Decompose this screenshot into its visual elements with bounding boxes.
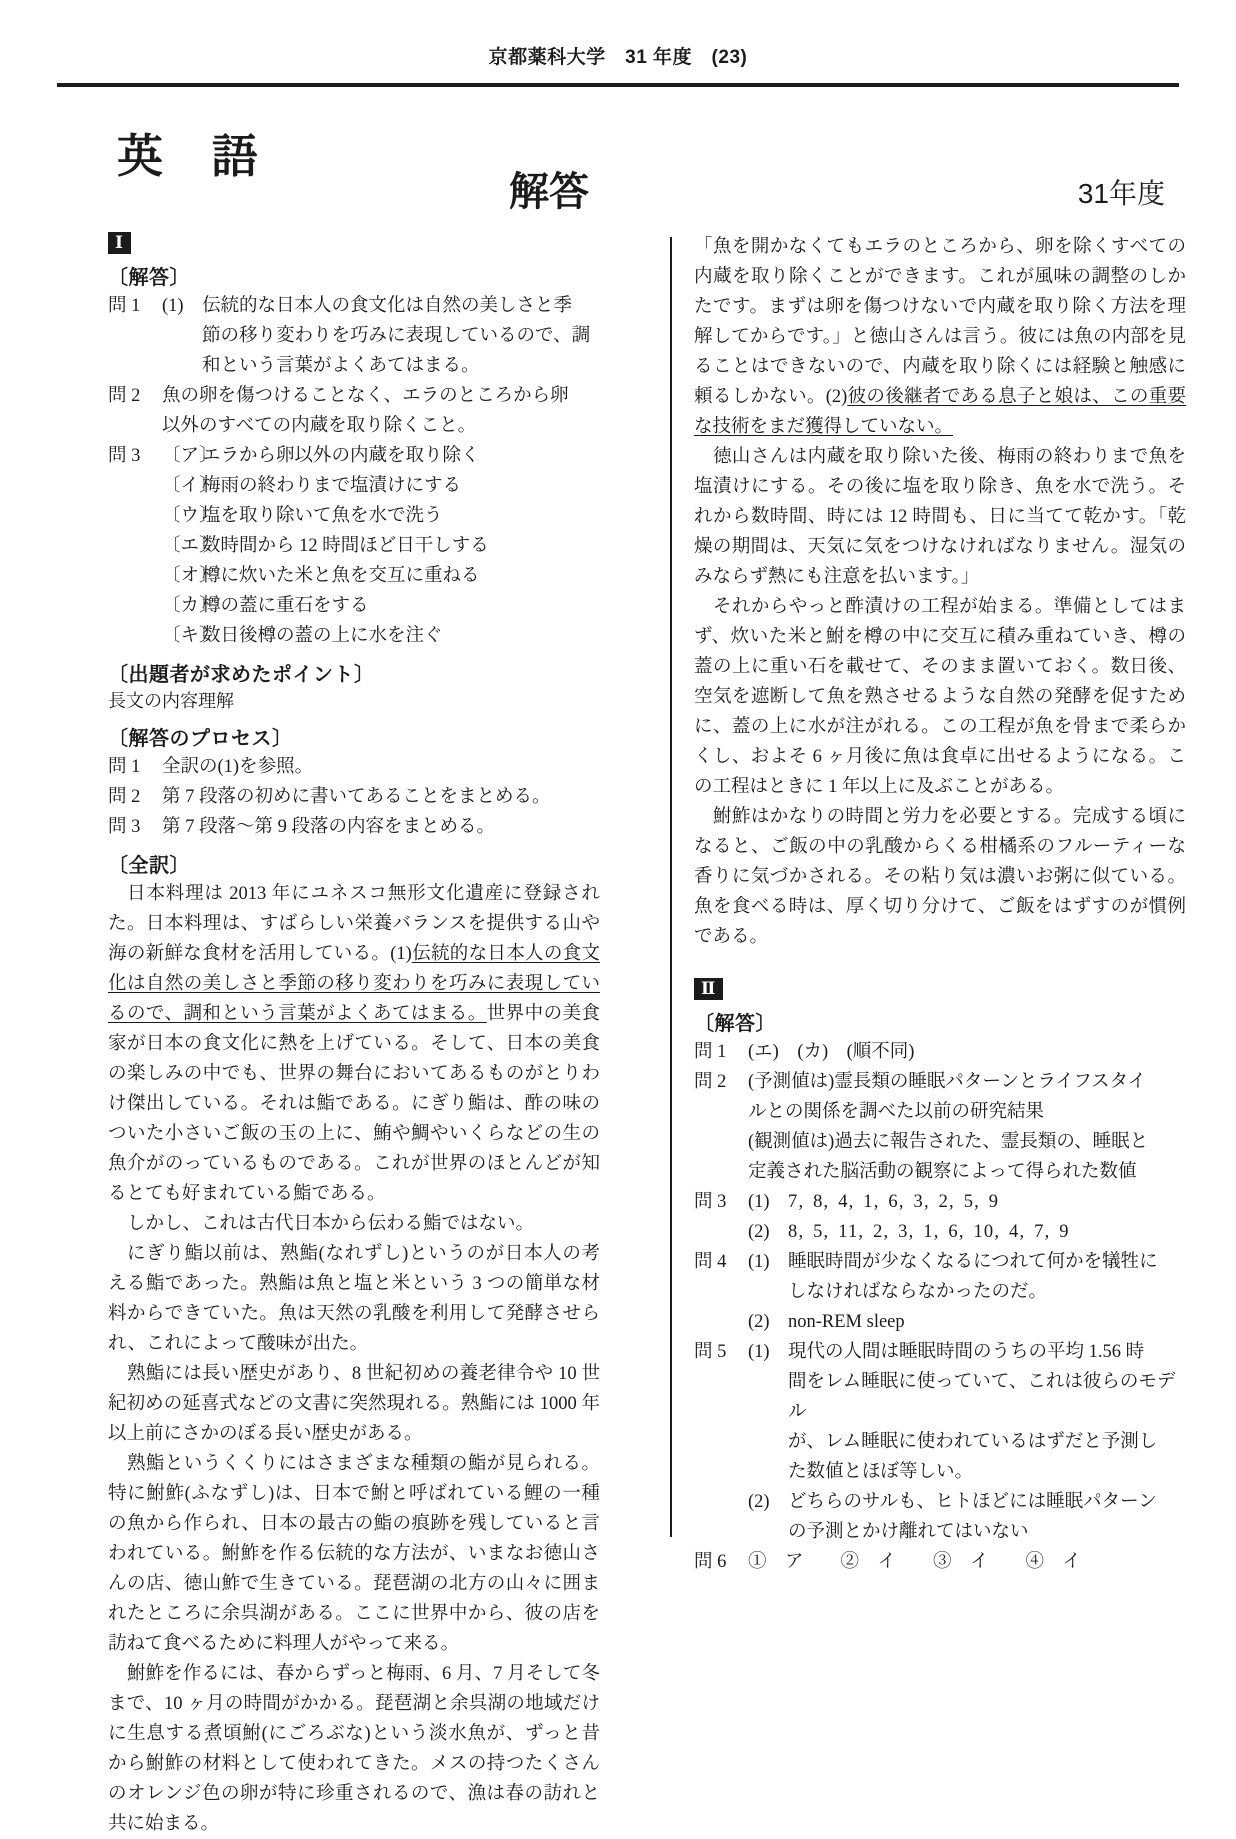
- paragraph-post: 世界中の美食家が日本の食文化に熱を上げている。そして、日本の美食の楽しみの中でも、世界の舞台においてあるものがとりわけ傑出している。それは鮨である。にぎり鮨は、酢の味のついた小さいご飯の玉の上に、鮪や鯛やいくらなどの生の魚介がのっているものである。これが世界のほとんどが知るとても好まれている鮨である。: [108, 1004, 600, 1204]
- answer-text: しなければならなかったのだ。: [788, 1282, 1048, 1302]
- item-key: 〔ア〕: [162, 446, 218, 466]
- item-key: 〔キ〕: [162, 626, 218, 646]
- question-label: 問 1: [694, 1042, 727, 1062]
- answer-row: [748, 1217, 1186, 1247]
- process-text: 第 7 段落〜第 9 段落の内容をまとめる。: [162, 817, 496, 837]
- item-key: 〔オ〕: [162, 566, 218, 586]
- sub-number: (1): [162, 296, 184, 316]
- paragraph-pre: 鮒鮓はかなりの時間と労力を必要とする。完成する頃になると、ご飯の中の乳酸からくる柑橘系のフルーティーな香りに気づかされる。その粘り気は濃いお粥に似ている。魚を食べる時は、厚く切り分けて、ご飯をはずすのが慣例である。: [694, 807, 1186, 947]
- answer-row-cont: [788, 1367, 1186, 1427]
- answer-row: [694, 1547, 1186, 1577]
- answer-text: 樽の蓋に重石をする: [202, 596, 369, 616]
- sub-number: (2): [748, 1492, 770, 1512]
- subject-title: 英 語: [117, 130, 276, 182]
- answer-sequence: 8, 5, 11, 2, 3, 1, 6, 10, 4, 7, 9: [788, 1222, 1070, 1242]
- answer-row: [748, 1307, 1186, 1337]
- answer-text: 睡眠時間が少なくなるにつれて何かを犠牲に: [788, 1252, 1158, 1272]
- answer-text: 和という言葉がよくあてはまる。: [202, 356, 480, 376]
- process-row: [108, 812, 600, 842]
- translation-paragraph: [108, 1359, 600, 1449]
- question-label: 問 5: [694, 1342, 727, 1362]
- sub-number: (1): [748, 1192, 770, 1212]
- answer-row: [694, 1187, 1186, 1217]
- question-label: 問 3: [108, 817, 141, 837]
- process-text: 全訳の(1)を参照。: [162, 757, 314, 777]
- answer-row: [694, 1067, 1186, 1097]
- process-row: [108, 752, 600, 782]
- answer-text: (観測値は)過去に報告された、霊長類の、睡眠と: [748, 1132, 1149, 1152]
- item-key: 〔ウ〕: [162, 506, 218, 526]
- paragraph-pre: 日本料理は 2013 年にユネスコ無形文化遺産に登録された。日本料理は、すばらしい栄養バランスを提供する山や海の新鮮な食材を活用している。(1): [108, 884, 600, 964]
- question-label: 問 1: [108, 296, 141, 316]
- answer-text: 間をレム睡眠に使っていて、これは彼らのモデル: [788, 1372, 1176, 1422]
- item-key: 〔イ〕: [162, 476, 218, 496]
- answer-row: [108, 381, 600, 411]
- document-kind-title: 解答: [509, 170, 589, 214]
- paragraph-pre: 「魚を開かなくてもエラのところから、卵を除くすべての内蔵を取り除くことができます。これが風味の調整のしかたです。まずは卵を傷つけないで内蔵を取り除く方法を理解してからです。」と徳山さんは言う。彼には魚の内部を見ることはできないので、内蔵を取り除くには経験と触感に頼るしかない。(2): [694, 237, 1186, 407]
- answer-text: 樽に炊いた米と魚を交互に重ねる: [202, 566, 480, 586]
- sub-number: (1): [748, 1252, 770, 1272]
- answer-text: 節の移り変わりを巧みに表現しているので、調: [202, 326, 591, 346]
- right-column: [694, 232, 1186, 1712]
- section1-process-heading: 〔解答のプロセス〕: [108, 728, 293, 750]
- answer-row-cont: [202, 321, 600, 351]
- section1-answer-heading: 〔解答〕: [108, 267, 190, 289]
- answer-row: [162, 531, 600, 561]
- answer-row-cont: [202, 351, 600, 381]
- answer-row-cont: [788, 1427, 1186, 1457]
- question-label: 問 2: [694, 1072, 727, 1092]
- question-label: 問 4: [694, 1252, 727, 1272]
- running-head: 京都薬科大学 31 年度 (23): [488, 47, 748, 68]
- year-label: 31年度: [1077, 178, 1165, 209]
- answer-text: 定義された脳活動の観察によって得られた数値: [748, 1162, 1137, 1182]
- answer-row: [694, 1037, 1186, 1067]
- translation-paragraph: [694, 802, 1186, 952]
- sub-number: (2): [748, 1222, 770, 1242]
- sub-number: (1): [748, 1342, 770, 1362]
- translation-paragraph-cont: [694, 232, 1186, 442]
- translation-paragraph: [108, 1239, 600, 1359]
- item-key: 〔エ〕: [162, 536, 218, 556]
- answer-text: 塩を取り除いて魚を水で洗う: [202, 506, 443, 526]
- answer-text: エラから卵以外の内蔵を取り除く: [202, 446, 480, 466]
- answer-text: 梅雨の終わりまで塩漬けにする: [202, 476, 462, 496]
- answer-row-cont: [748, 1127, 1186, 1157]
- section-marker-1: Ⅰ: [108, 232, 600, 254]
- paragraph-pre: 熟鮨というくくりにはさまざまな種類の鮨が見られる。特に鮒鮓(ふなずし)は、日本で鮒と呼ばれている鯉の一種の魚から作られ、日本の最古の鮨の痕跡を残していると言われている。鮒鮓を作る伝統的な方法が、いまなお徳山さんの店、徳山鮓で生きている。琵琶湖の北方の山々に囲まれたところに余呉湖がある。ここに世界中から、彼の店を訪ねて食べるために料理人がやって来る。: [108, 1454, 600, 1654]
- answer-row: [694, 1337, 1186, 1367]
- item-key: 〔カ〕: [162, 596, 218, 616]
- header-rule: [57, 83, 1179, 87]
- answer-row: [162, 501, 600, 531]
- answer-text: 以外のすべての内蔵を取り除くこと。: [162, 416, 477, 436]
- answer-text: 現代の人間は睡眠時間のうちの平均 1.56 時: [788, 1342, 1145, 1362]
- answer-text: の予測とかけ離れてはいない: [788, 1522, 1029, 1542]
- process-text: 第 7 段落の初めに書いてあることをまとめる。: [162, 787, 551, 807]
- paragraph-pre: それからやっと酢漬けの工程が始まる。準備としてはまず、炊いた米と鮒を樽の中に交互に積み重ねていき、樽の蓋の上に重い石を載せて、そのまま置いておく。数日後、空気を遮断して魚を熟させるような自然の発酵を促すために、蓋の上に水が注がれる。この工程が魚を骨まで柔らかくし、およそ 6 ヶ月後に魚は食卓に出せるようになる。この工程はときに 1 年以上に及ぶことがある。: [694, 597, 1186, 797]
- title-block: [57, 112, 1179, 222]
- answer-row: [108, 441, 600, 471]
- answer-text: 数日後樽の蓋の上に水を注ぐ: [202, 626, 443, 646]
- answer-row: [748, 1487, 1186, 1517]
- answer-row-cont: [162, 411, 600, 441]
- question-label: 問 3: [108, 446, 141, 466]
- answer-text: 数時間から 12 時間ほど日干しする: [202, 536, 489, 556]
- paragraph-pre: 熟鮨には長い歴史があり、8 世紀初めの養老律令や 10 世紀初めの延喜式などの文書に突然現れる。熟鮨には 1000 年以上前にさかのぼる長い歴史がある。: [108, 1364, 600, 1444]
- answer-row: [162, 471, 600, 501]
- answer-text: non-REM sleep: [788, 1312, 905, 1332]
- translation-paragraph: [108, 879, 600, 1209]
- paragraph-pre: 徳山さんは内蔵を取り除いた後、梅雨の終わりまで魚を塩漬けにする。その後に塩を取り除き、魚を水で洗う。それから数時間、時には 12 時間も、日に当てて乾かす。「乾燥の期間は、天気に気をつけなければなりません。湿気のみならず熱にも注意を払います。」: [694, 447, 1186, 587]
- answer-text: (エ) (カ) (順不同): [748, 1042, 915, 1062]
- answer-row: [108, 291, 600, 321]
- paragraph-pre: しかし、これは古代日本から伝わる鮨ではない。: [127, 1214, 535, 1234]
- answer-text: た数値とほぼ等しい。: [788, 1462, 974, 1482]
- answer-row-cont: [748, 1157, 1186, 1187]
- process-row: [108, 782, 600, 812]
- paragraph-pre: にぎり鮨以前は、熟鮨(なれずし)というのが日本人の考える鮨であった。熟鮨は魚と塩と米という 3 つの簡単な材料からできていた。魚は天然の乳酸を利用して発酵させられ、これによって酸味が出た。: [108, 1244, 600, 1354]
- answer-text: どちらのサルも、ヒトほどには睡眠パターン: [788, 1492, 1157, 1512]
- question-label: 問 2: [108, 787, 141, 807]
- answer-sequence: 7, 8, 4, 1, 6, 3, 2, 5, 9: [788, 1192, 1000, 1212]
- section1-point-heading: 〔出題者が求めたポイント〕: [108, 664, 375, 686]
- answer-row: [162, 591, 600, 621]
- answer-text: が、レム睡眠に使われているはずだと予測し: [788, 1432, 1158, 1452]
- answer-text: ① ア ② イ ③ イ ④ イ: [748, 1552, 1082, 1572]
- question-label: 問 2: [108, 386, 141, 406]
- section1-point-text: 長文の内容理解: [108, 691, 234, 711]
- answer-row-cont: [788, 1457, 1186, 1487]
- sub-number: (2): [748, 1312, 770, 1332]
- answer-row-cont: [788, 1517, 1186, 1547]
- section-marker-2: Ⅱ: [694, 978, 1186, 1000]
- column-divider: [670, 237, 672, 1537]
- answer-row: [694, 1247, 1186, 1277]
- answer-row-cont: [788, 1277, 1186, 1307]
- question-label: 問 3: [694, 1192, 727, 1212]
- paragraph-underlined: 彼の後継者である息子と娘は、この重要な技術をまだ獲得していない。: [694, 387, 1186, 437]
- translation-paragraph: [694, 442, 1186, 592]
- answer-row: [162, 561, 600, 591]
- translation-paragraph: [108, 1209, 600, 1239]
- two-column-body: [57, 232, 1186, 1834]
- section2-answer-heading: 〔解答〕: [694, 1013, 776, 1035]
- answer-text: ルとの関係を調べた以前の研究結果: [748, 1102, 1045, 1122]
- left-column: [108, 232, 600, 1834]
- translation-paragraph: [694, 592, 1186, 802]
- answer-row-cont: [748, 1097, 1186, 1127]
- translation-paragraph: [108, 1659, 600, 1839]
- translation-paragraph: [108, 1449, 600, 1659]
- answer-text: (予測値は)霊長類の睡眠パターンとライフスタイ: [748, 1072, 1147, 1092]
- answer-row: [162, 621, 600, 651]
- question-label: 問 1: [108, 757, 141, 777]
- paragraph-pre: 鮒鮓を作るには、春からずっと梅雨、6 月、7 月そして冬まで、10 ヶ月の時間がかかる。琵琶湖と余呉湖の地域だけに生息する煮頃鮒(にごろぶな)という淡水魚が、ずっと昔から鮒鮓の材料として使われてきた。メスの持つたくさんのオレンジ色の卵が特に珍重されるので、漁は春の訪れと共に始まる。: [108, 1664, 600, 1834]
- section1-translation-heading: 〔全訳〕: [108, 855, 190, 877]
- question-label: 問 6: [694, 1552, 727, 1572]
- answer-text: 魚の卵を傷つけることなく、エラのところから卵: [162, 386, 569, 406]
- paragraph-underlined: 伝統的な日本人の食文化は自然の美しさと季節の移り変わりを巧みに表現しているので、調和という言葉がよくあてはまる。: [108, 944, 600, 1024]
- answer-text: 伝統的な日本人の食文化は自然の美しさと季: [202, 296, 573, 316]
